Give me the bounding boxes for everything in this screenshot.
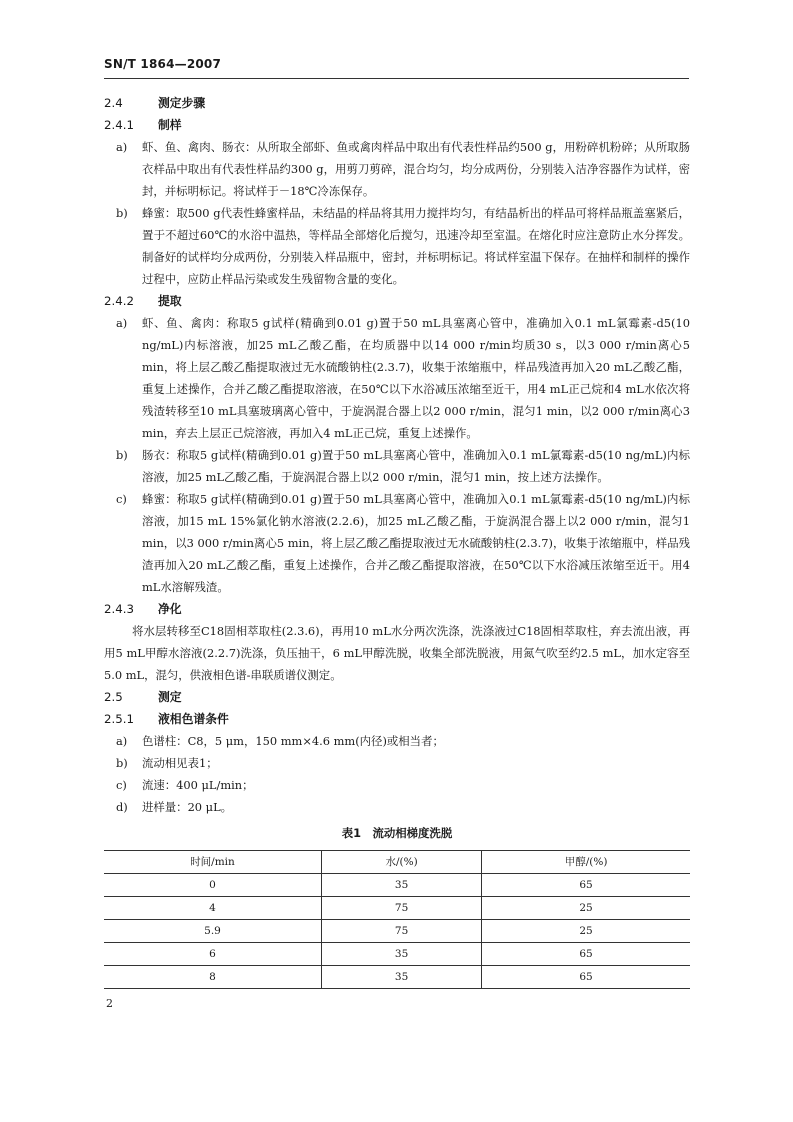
subsection-heading [104,598,690,620]
subsection-number: 2.5.1 [104,712,135,726]
table-cell: 75 [322,920,482,943]
subsection-title: 提取 [158,294,182,308]
table-cell: 65 [482,966,690,989]
table-cell: 25 [482,897,690,920]
subsection-title: 净化 [158,602,182,616]
table-cell: 35 [322,943,482,966]
list-item [104,796,690,818]
paragraph: 将水层转移至C18固相萃取柱(2.3.6)，再用10 mL水分两次洗涤，洗涤液过C18固相萃取柱，弃去流出液，再用5 mL甲醇水溶液(2.2.7)洗涤，负压抽干，6 mL甲醇洗脱，收集全部洗脱液，用氮气吹至约2.5 mL，加水定容至5.0 mL，混匀，供液相色谱-串联质谱仪测定。 [104,624,690,682]
subsection-title: 液相色谱条件 [158,712,229,726]
table-cell: 75 [322,897,482,920]
subsection-number: 2.4.3 [104,602,135,616]
table-row [104,966,690,989]
list-item-text: 进样量：20 μL。 [142,800,233,814]
list-marker: c) [116,492,127,506]
section-title: 测定步骤 [158,96,206,110]
table-cell: 4 [104,897,322,920]
list-marker: c) [116,778,127,792]
table-cell: 65 [482,874,690,897]
list-marker: a) [116,140,128,154]
page-number: 2 [106,997,113,1010]
section-title: 测定 [158,690,182,704]
table-cell: 5.9 [104,920,322,943]
table-row [104,920,690,943]
subsection-number: 2.4.1 [104,118,135,132]
header-rule [104,78,689,79]
list-item-text: 虾、鱼、禽肉、肠衣：从所取全部虾、鱼或禽肉样品中取出有代表性样品约500 g，用粉碎机粉碎；从所取肠衣样品中取出有代表性样品约300 g，用剪刀剪碎，混合均匀，均分成两份，分别装入洁净容器作为试样，密封，并标明标记。将试样于－18℃冷冻保存。 [142,140,690,198]
document-code: SN/T 1864—2007 [104,57,222,71]
table-cell: 6 [104,943,322,966]
list-marker: b) [116,206,128,220]
list-item-text: 色谱柱：C8，5 μm，150 mm×4.6 mm(内径)或相当者； [142,734,444,748]
list-marker: b) [116,756,128,770]
list-marker: a) [116,734,128,748]
list-item-text: 蜂蜜：取500 g代表性蜂蜜样品，未结晶的样品将其用力搅拌均匀，有结晶析出的样品可将样品瓶盖塞紧后，置于不超过60℃的水浴中温热，等样品全部熔化后搅匀，迅速冷却至室温。在熔化时应注意防止水分挥发。制备好的试样均分成两份，分别装入样品瓶中，密封，并标明标记。将试样室温下保存。在抽样和制样的操作过程中，应防止样品污染或发生残留物含量的变化。 [142,206,690,286]
list-marker: d) [116,800,128,814]
section-number: 2.5 [104,690,123,704]
section-number: 2.4 [104,96,123,110]
list-item-text: 虾、鱼、禽肉：称取5 g试样(精确到0.01 g)置于50 mL具塞离心管中，准确加入0.1 mL氯霉素-d5(10 ng/mL)内标溶液，加25 mL乙酸乙酯，在均质器中以14 000 r/min均质30 s，以3 000 r/min离心5 min，将上层乙酸乙酯提取液过无水硫酸钠柱(2.3.7)，收集于浓缩瓶中，样品残渣再加入20 mL乙酸乙酯，重复上述操作，合并乙酸乙酯提取溶液，在50℃以下水浴减压浓缩至近干，用4 mL正己烷和4 mL水依次将残渣转移至10 mL具塞玻璃离心管中，于旋涡混合器上以2 000 r/min，混匀1 min，以2 000 r/min离心3 min，弃去上层正己烷溶液，再加入4 mL正己烷，重复上述操作。 [142,316,690,440]
list-marker: a) [116,316,128,330]
list-item-text: 蜂蜜：称取5 g试样(精确到0.01 g)置于50 mL具塞离心管中，准确加入0.1 mL氯霉素-d5(10 ng/mL)内标溶液，加15 mL 15%氯化钠水溶液(2.2.6)，加25 mL乙酸乙酯，于旋涡混合器上以2 000 r/min，混匀1 min，以3 000 r/min离心5 min，将上层乙酸乙酯提取液过无水硫酸钠柱(2.3.7)，收集于浓缩瓶中，样品残渣再加入20 mL乙酸乙酯，重复上述操作，合并乙酸乙酯提取溶液，在50℃以下水浴减压浓缩至近干。用4 mL水溶解残渣。 [142,492,690,594]
list-item [104,488,690,598]
table-row [104,897,690,920]
table-row [104,943,690,966]
table-cell: 8 [104,966,322,989]
section-heading [104,686,690,708]
subsection-heading [104,708,690,730]
column-header-methanol: 甲醇/(%) [482,851,690,874]
list-item [104,136,690,202]
list-item-text: 流动相见表1； [142,756,218,770]
section-heading [104,92,690,114]
gradient-table [104,850,690,989]
table-cell: 0 [104,874,322,897]
list-item [104,730,690,752]
table-cell: 25 [482,920,690,943]
table-cell: 65 [482,943,690,966]
table-cell: 35 [322,966,482,989]
list-item [104,444,690,488]
list-item-text: 流速：400 μL/min； [142,778,254,792]
list-item [104,774,690,796]
list-marker: b) [116,448,128,462]
page-content [104,92,690,989]
table-caption: 表1 流动相梯度洗脱 [341,826,453,840]
subsection-title: 制样 [158,118,182,132]
subsection-heading [104,290,690,312]
list-item [104,752,690,774]
list-item [104,312,690,444]
table-cell: 35 [322,874,482,897]
column-header-water: 水/(%) [322,851,482,874]
column-header-time: 时间/min [104,851,322,874]
table-header-row [104,851,690,874]
subsection-heading [104,114,690,136]
table-row [104,874,690,897]
list-item [104,202,690,290]
subsection-number: 2.4.2 [104,294,135,308]
list-item-text: 肠衣：称取5 g试样(精确到0.01 g)置于50 mL具塞离心管中，准确加入0.1 mL氯霉素-d5(10 ng/mL)内标溶液，加25 mL乙酸乙酯，于旋涡混合器上以2 000 r/min，混匀1 min，按上述方法操作。 [142,448,690,484]
